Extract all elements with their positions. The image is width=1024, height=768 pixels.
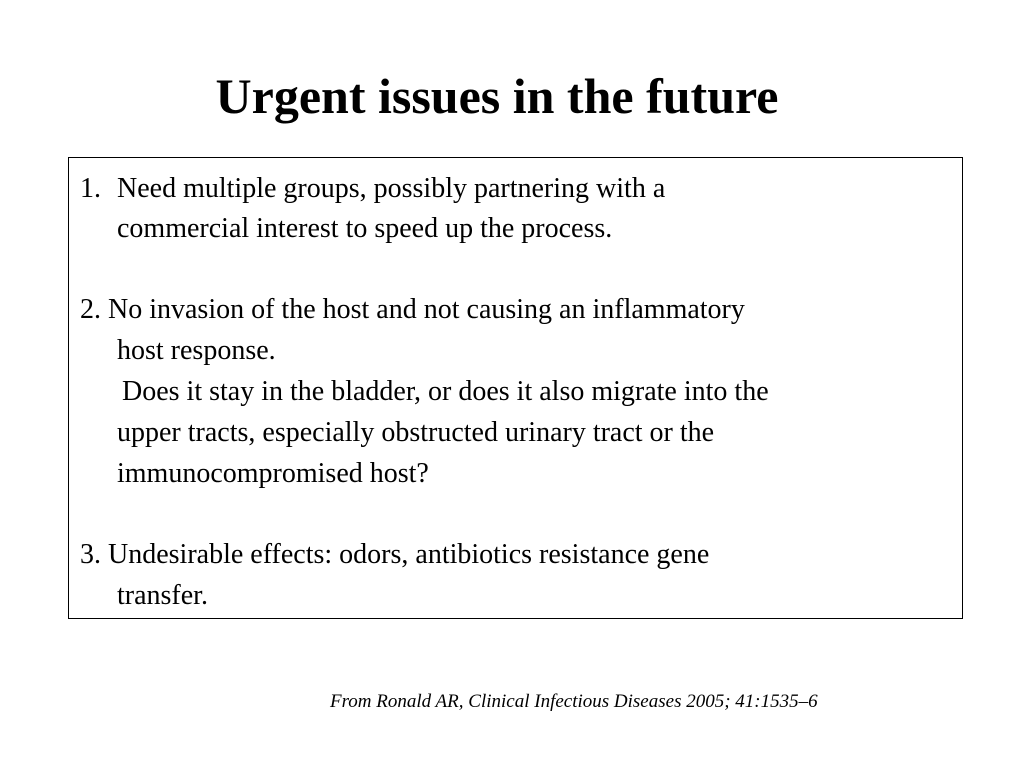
item-2-line-1: 2. No invasion of the host and not causing an inflammatory <box>80 294 745 325</box>
item-2-line-4: upper tracts, especially obstructed urinary tract or the <box>117 417 715 448</box>
citation: From Ronald AR, Clinical Infectious Diseases 2005; 41:1535–6 <box>330 691 818 712</box>
item-1-line-2: commercial interest to speed up the process. <box>117 213 613 244</box>
item-2-line-2: host response. <box>117 335 276 366</box>
item-1-number: 1. <box>80 173 101 204</box>
item-3-line-2: transfer. <box>117 580 208 611</box>
slide-title: Urgent issues in the future <box>215 68 779 124</box>
item-1-line-1: Need multiple groups, possibly partnering with a <box>117 173 666 204</box>
item-3-line-1: 3. Undesirable effects: odors, antibiotics resistance gene <box>80 539 710 570</box>
issues-box <box>68 157 963 619</box>
item-2-line-3: Does it stay in the bladder, or does it also migrate into the <box>122 376 769 407</box>
item-2-line-5: immunocompromised host? <box>117 458 429 489</box>
